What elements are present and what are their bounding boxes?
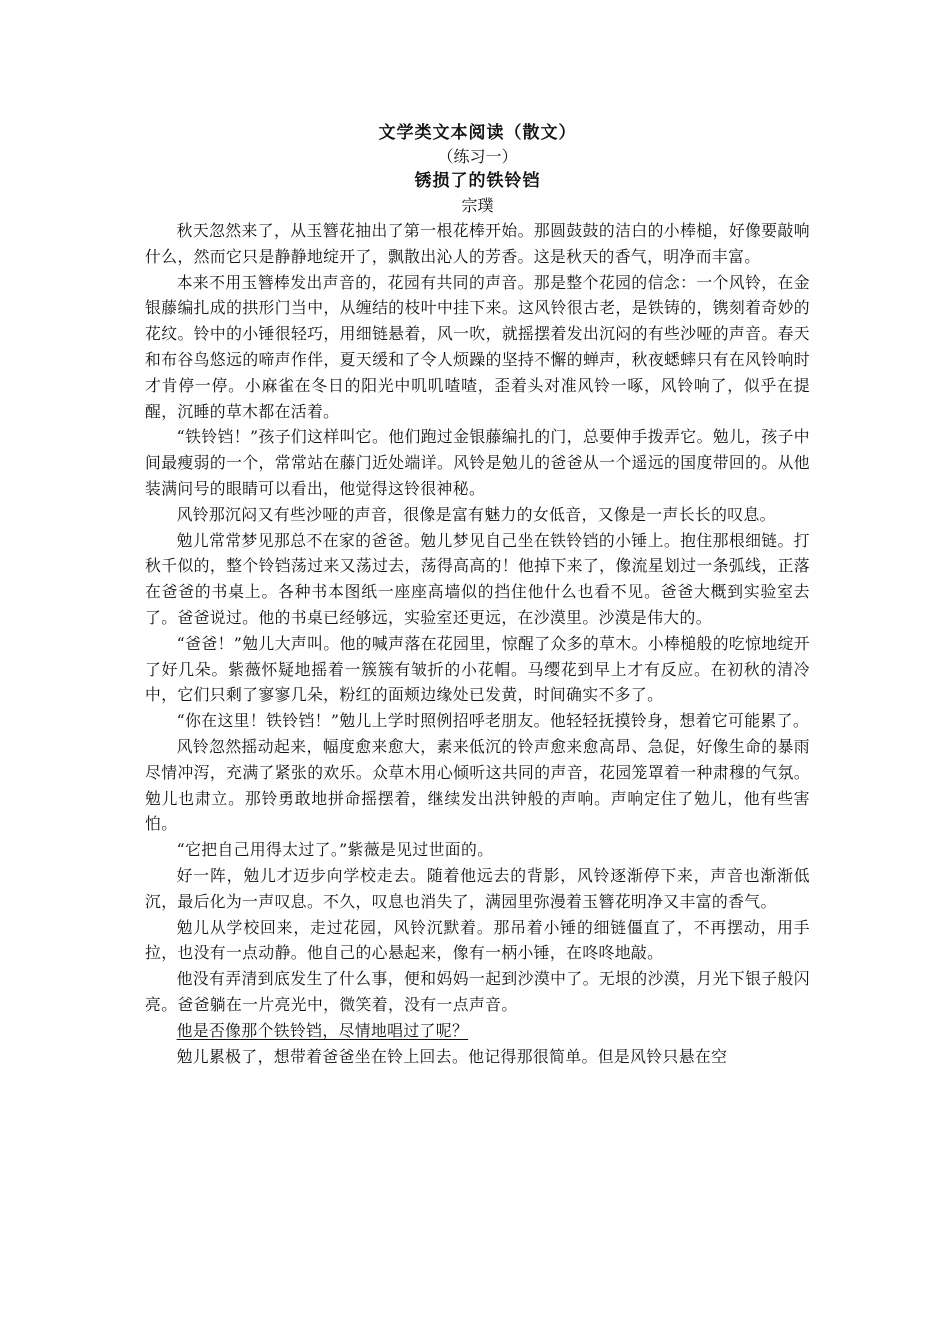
underlined-sentence	[145, 1018, 810, 1044]
article-title: 锈损了的铁铃铛	[414, 171, 541, 191]
paragraph: 风铃那沉闷又有些沙哑的声音，很像是富有魅力的女低音，又像是一声长长的叹息。	[176, 504, 776, 524]
paragraph: 勉儿从学校回来，走过花园，风铃沉默着。那吊着小锤的细链僵直了，不再摆动，用手拉，也没有一点动静。他自己的心悬起来，像有一柄小锤，在咚咚地敲。	[145, 917, 810, 963]
paragraph: 勉儿常常梦见那总不在家的爸爸。勉儿梦见自己坐在铁铃铛的小锤上。抱住那根细链。打秋千似的，整个铃铛荡过来又荡过去，荡得高高的！他掉下来了，像流星划过一条弧线，正落在爸爸的书桌上。各种书本图纸一座座高墙似的挡住他什么也看不见。爸爸大概到实验室去了。爸爸说过。他的书桌已经够远，实验室还更远，在沙漠里。沙漠是伟大的。	[145, 530, 810, 627]
paragraph: “你在这里！铁铃铛！”勉儿上学时照例招呼老朋友。他轻轻抚摸铃身，想着它可能累了。	[176, 711, 810, 731]
article-body	[145, 218, 810, 1069]
document-title: 文学类文本阅读（散文）	[378, 123, 577, 143]
exercise-label: （练习一）	[437, 147, 518, 166]
underlined-text: 他是否像那个铁铃铛，尽情地唱过了呢？	[176, 1020, 469, 1040]
paragraph: 他没有弄清到底发生了什么事，便和妈妈一起到沙漠中了。无垠的沙漠，月光下银子般闪亮。爸爸躺在一片亮光中，微笑着，没有一点声音。	[145, 969, 810, 1014]
paragraph: 风铃忽然摇动起来，幅度愈来愈大，素来低沉的铃声愈来愈高昂、急促，好像生命的暴雨尽情冲泻，充满了紧张的欢乐。众草木用心倾听这共同的声音，花园笼罩着一种肃穆的气氛。勉儿也肃立。那铃勇敢地拼命摇摆着，继续发出洪钟般的声响。声响定住了勉儿，他有些害怕。	[145, 736, 810, 834]
paragraph: 勉儿累极了，想带着爸爸坐在铃上回去。他记得那很简单。但是风铃只悬在空	[176, 1046, 728, 1066]
article-author: 宗璞	[461, 196, 494, 215]
paragraph: “爸爸！”勉儿大声叫。他的喊声落在花园里，惊醒了众多的草木。小棒槌般的吃惊地绽开了好几朵。紫薇怀疑地摇着一簇簇有皱折的小花帽。马缨花到早上才有反应。在初秋的清冷中，它们只剩了寥寥几朵，粉红的面颊边缘处已发黄，时间确实不多了。	[145, 633, 810, 705]
document-page	[145, 120, 810, 1069]
paragraph: “铁铃铛！”孩子们这样叫它。他们跑过金银藤编扎的门，总要伸手拨弄它。勉儿，孩子中间最瘦弱的一个，常常站在藤门近处端详。风铃是勉儿的爸爸从一个遥远的国度带回的。从他装满问号的眼睛可以看出，他觉得这铃很神秘。	[145, 427, 810, 498]
paragraph: 好一阵，勉儿才迈步向学校走去。随着他远去的背影，风铃逐渐停下来，声音也渐渐低沉，最后化为一声叹息。不久，叹息也消失了，满园里弥漫着玉簪花明净又丰富的香气。	[145, 865, 810, 911]
paragraph: “它把自己用得太过了。”紫薇是见过世面的。	[176, 840, 494, 860]
paragraph: 秋天忽然来了，从玉簪花抽出了第一根花棒开始。那圆鼓鼓的洁白的小棒槌，好像要敲响什么，然而它只是静静地绽开了，飘散出沁人的芳香。这是秋天的香气，明净而丰富。	[145, 221, 810, 266]
paragraph: 本来不用玉簪棒发出声音的，花园有共同的声音。那是整个花园的信念：一个风铃，在金银藤编扎成的拱形门当中，从缠结的枝叶中挂下来。这风铃很古老，是铁铸的，镌刻着奇妙的花纹。铃中的小锤很轻巧，用细链悬着，风一吹，就摇摆着发出沉闷的有些沙哑的声音。春天和布谷鸟悠远的啼声作伴，夏天缓和了令人烦躁的坚持不懈的蝉声，秋夜蟋蟀只有在风铃响时才肯停一停。小麻雀在冬日的阳光中叽叽喳喳，歪着头对准风铃一啄，风铃响了，似乎在提醒，沉睡的草木都在活着。	[145, 272, 810, 421]
